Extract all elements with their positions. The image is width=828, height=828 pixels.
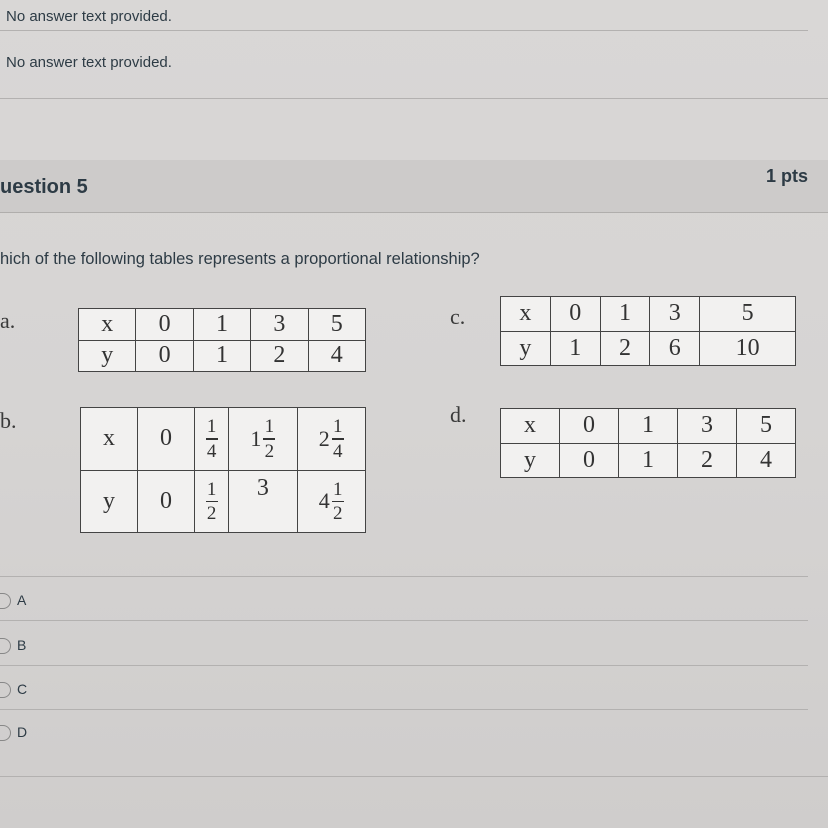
divider xyxy=(0,776,828,777)
table-d-cell: 4 xyxy=(737,443,796,478)
table-b-cell xyxy=(229,408,297,471)
table-d-cell: 5 xyxy=(737,409,796,444)
table-a-cell: 2 xyxy=(251,340,308,372)
fraction-bar xyxy=(332,501,344,503)
table-b-cell xyxy=(297,408,365,471)
table-d-cell: 1 xyxy=(619,409,678,444)
question-points: 1 pts xyxy=(765,166,808,186)
denominator: 4 xyxy=(333,440,343,462)
table-c-cell: 10 xyxy=(700,331,796,366)
radio-button[interactable] xyxy=(0,682,11,698)
whole: 4 xyxy=(318,488,330,514)
divider xyxy=(0,98,828,99)
question-header xyxy=(0,160,828,213)
divider xyxy=(0,709,808,710)
table-c-cell: 0 xyxy=(550,297,600,332)
numerator: 1 xyxy=(206,478,217,500)
table-a-cell: y xyxy=(79,340,136,372)
table-b-cell: x xyxy=(81,408,138,471)
mixed-number xyxy=(250,417,275,461)
table-b-cell: 3 xyxy=(229,470,297,533)
table-a-cell: 4 xyxy=(308,340,365,372)
option-label: D xyxy=(17,724,28,740)
option-label: C xyxy=(17,681,28,697)
table-b-label: b. xyxy=(0,408,17,433)
previous-answer-2: No answer text provided. xyxy=(6,54,172,71)
option-label: B xyxy=(17,637,27,653)
numerator: 1 xyxy=(333,478,343,500)
fraction xyxy=(206,417,218,461)
denominator: 4 xyxy=(206,440,217,462)
fraction-bar xyxy=(263,438,275,440)
table-b xyxy=(80,407,366,533)
numerator: 1 xyxy=(264,416,275,437)
table-b-cell: 0 xyxy=(138,408,195,471)
table-a-cell: 1 xyxy=(193,309,250,341)
table-a-cell: 3 xyxy=(251,309,308,341)
table-a-label: a. xyxy=(0,308,16,333)
fraction xyxy=(206,480,218,524)
table-a-cell: 0 xyxy=(136,340,193,372)
mixed-number xyxy=(319,480,344,524)
fraction-bar xyxy=(206,501,218,503)
table-d-cell: 2 xyxy=(678,443,737,478)
question-title: uestion 5 xyxy=(0,176,88,198)
question-text: hich of the following tables represents a proportional relationship? xyxy=(0,250,480,268)
table-d xyxy=(500,408,796,478)
table-b-cell: y xyxy=(81,470,138,533)
table-c-cell: 1 xyxy=(600,297,650,332)
previous-answer-1: No answer text provided. xyxy=(6,8,172,25)
divider xyxy=(0,665,808,666)
fraction-bar xyxy=(206,438,218,440)
radio-button[interactable] xyxy=(0,593,11,609)
divider xyxy=(0,576,808,577)
table-c-cell: 5 xyxy=(700,297,796,332)
table-c-cell: 2 xyxy=(600,331,650,366)
table-d-cell: 1 xyxy=(619,443,678,478)
whole: 1 xyxy=(250,425,262,451)
option-d[interactable] xyxy=(0,724,27,741)
numerator: 1 xyxy=(206,416,217,437)
table-a-cell: 0 xyxy=(136,309,193,341)
table-c xyxy=(500,296,796,366)
fraction-bar xyxy=(332,438,344,440)
table-d-cell: y xyxy=(501,443,560,478)
fraction xyxy=(332,417,344,461)
table-c-cell: y xyxy=(501,331,551,366)
table-b-cell xyxy=(297,470,365,533)
numerator: 1 xyxy=(333,416,343,437)
table-c-cell: 1 xyxy=(550,331,600,366)
table-a-cell: 1 xyxy=(193,340,250,372)
option-a[interactable] xyxy=(0,592,26,609)
table-a xyxy=(78,308,366,372)
table-d-cell: 3 xyxy=(678,409,737,444)
option-c[interactable] xyxy=(0,681,27,698)
table-c-cell: 3 xyxy=(650,297,700,332)
denominator: 2 xyxy=(206,503,217,524)
table-b-cell xyxy=(195,408,229,471)
table-d-label: d. xyxy=(450,402,467,427)
table-d-cell: 0 xyxy=(560,409,619,444)
table-c-label: c. xyxy=(450,304,466,329)
denominator: 2 xyxy=(264,440,275,462)
table-b-cell: 0 xyxy=(138,470,195,533)
table-d-cell: 0 xyxy=(560,443,619,478)
table-d-cell: x xyxy=(501,409,560,444)
table-c-cell: x xyxy=(501,297,551,332)
table-c-cell: 6 xyxy=(650,331,700,366)
table-a-cell: 5 xyxy=(308,309,365,341)
fraction xyxy=(263,417,275,461)
option-b[interactable] xyxy=(0,637,26,654)
divider xyxy=(0,30,808,31)
divider xyxy=(0,620,808,621)
table-b-cell xyxy=(195,470,229,533)
whole: 2 xyxy=(318,425,330,451)
option-label: A xyxy=(17,592,27,608)
mixed-number xyxy=(319,417,344,461)
fraction xyxy=(332,480,344,524)
radio-button[interactable] xyxy=(0,725,11,741)
denominator: 2 xyxy=(333,503,343,524)
radio-button[interactable] xyxy=(0,638,11,654)
table-a-cell: x xyxy=(79,309,136,341)
